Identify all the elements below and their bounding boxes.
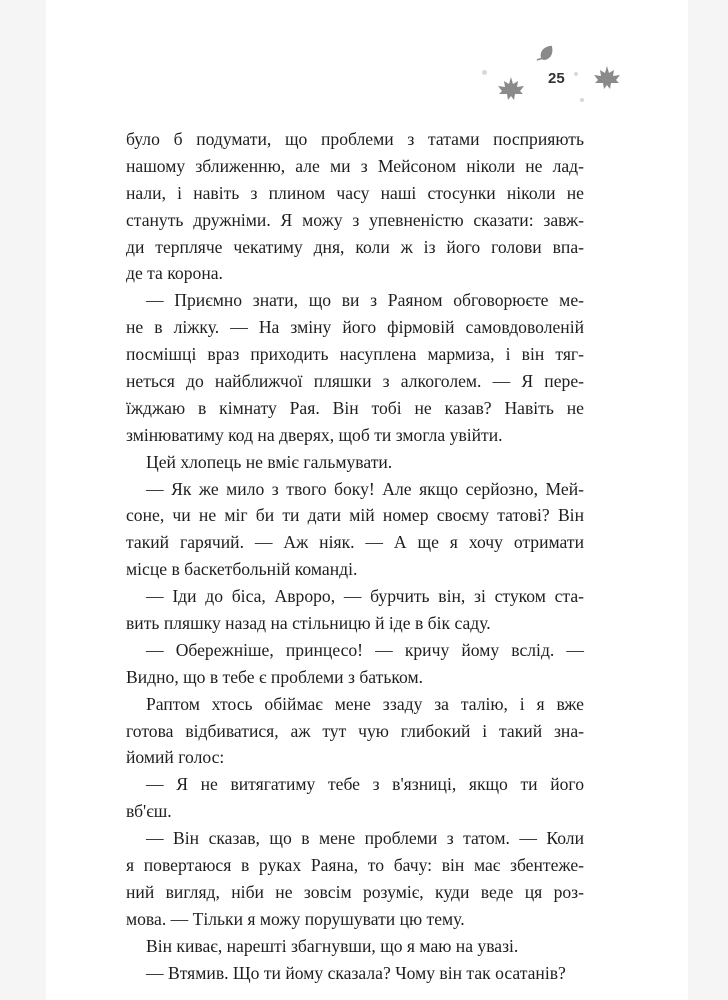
text-line: їжджаю в кімнату Рая. Він тобі не казав? Навіть не [126,397,584,418]
text-line: не в ліжку. — На зміну його фірмовій самовдоволеній [126,317,584,338]
text-line: — Приємно знати, що ви з Раяном обговорюєте ме- [146,290,584,311]
text-line: — Як же мило з твого боку! Але якщо серйозно, Мей- [146,478,584,499]
text-line: місце в баскетбольній команді. [126,559,358,580]
text-line: ди терпляче чекатиму дня, коли ж із його голови впа- [126,236,584,257]
text-line: нашому зближенню, але ми з Мейсоном ніколи не лад- [126,155,584,176]
text-line: Він киває, нарешті збагнувши, що я маю на увазі. [146,935,519,956]
decorative-dot [482,70,487,75]
text-line: — Іди до біса, Авроро, — бурчить він, зі стуком ста- [146,586,584,607]
text-line: готова відбиватися, аж тут чую глибокий і такий зна- [126,720,584,741]
maple-leaf-icon [496,76,526,104]
text-line: нали, і навіть з плином часу наші стосунки ніколи не [126,182,584,203]
page-number: 25 [548,70,565,87]
text-line: Цей хлопець не вміє гальмувати. [146,451,393,472]
text-line: Раптом хтось обіймає мене ззаду за талію, і я вже [146,693,584,714]
text-line: йомий голос: [126,747,225,768]
text-line: — Він сказав, що в мене проблеми з татом. — Коли [146,828,584,849]
text-line: — Обережніше, принцесо! — кричу йому вслід. — [146,639,584,660]
text-line: вить пляшку назад на стільницю й іде в бік саду. [126,613,491,634]
text-line: такий гарячий. — Аж ніяк. — А ще я хочу отримати [126,532,584,553]
maple-leaf-icon [592,64,622,94]
text-line: неться до найближчої пляшки з алкоголем. — Я пере- [126,371,584,392]
decorative-dot [580,98,584,102]
page-margin-strip [688,0,728,1000]
text-line: посмішці враз приходить насуплена мармиза, і він тяг- [126,344,584,365]
body-text [126,126,584,987]
text-line: ний вигляд, ніби не зовсім розуміє, куди веде ця роз- [126,881,584,902]
text-line: змінюватиму код на дверях, щоб ти змогла увійти. [126,424,503,445]
text-line: вб'єш. [126,801,172,822]
text-line: соне, чи не міг би ти дати мій номер своєму татові? Він [126,505,584,526]
text-line: я повертаюся в руках Раяна, то бачу: він має збентеже- [126,855,584,876]
text-line: стануть дружніми. Я можу з упевненістю сказати: завж- [126,209,584,230]
text-line: було б подумати, що проблеми з татами посприяють [126,129,584,149]
text-line: Видно, що в тебе є проблеми з батьком. [126,666,424,687]
decorative-dot [574,72,578,76]
text-line: — Я не витягатиму тебе з в'язниці, якщо ти його [146,774,584,795]
text-line: мова. — Тільки я можу порушувати цю тему. [126,908,465,929]
text-line: де та корона. [126,263,223,284]
text-line: — Втямив. Що ти йому сказала? Чому він так осатанів? [146,962,566,983]
leaf-icon [534,42,558,66]
